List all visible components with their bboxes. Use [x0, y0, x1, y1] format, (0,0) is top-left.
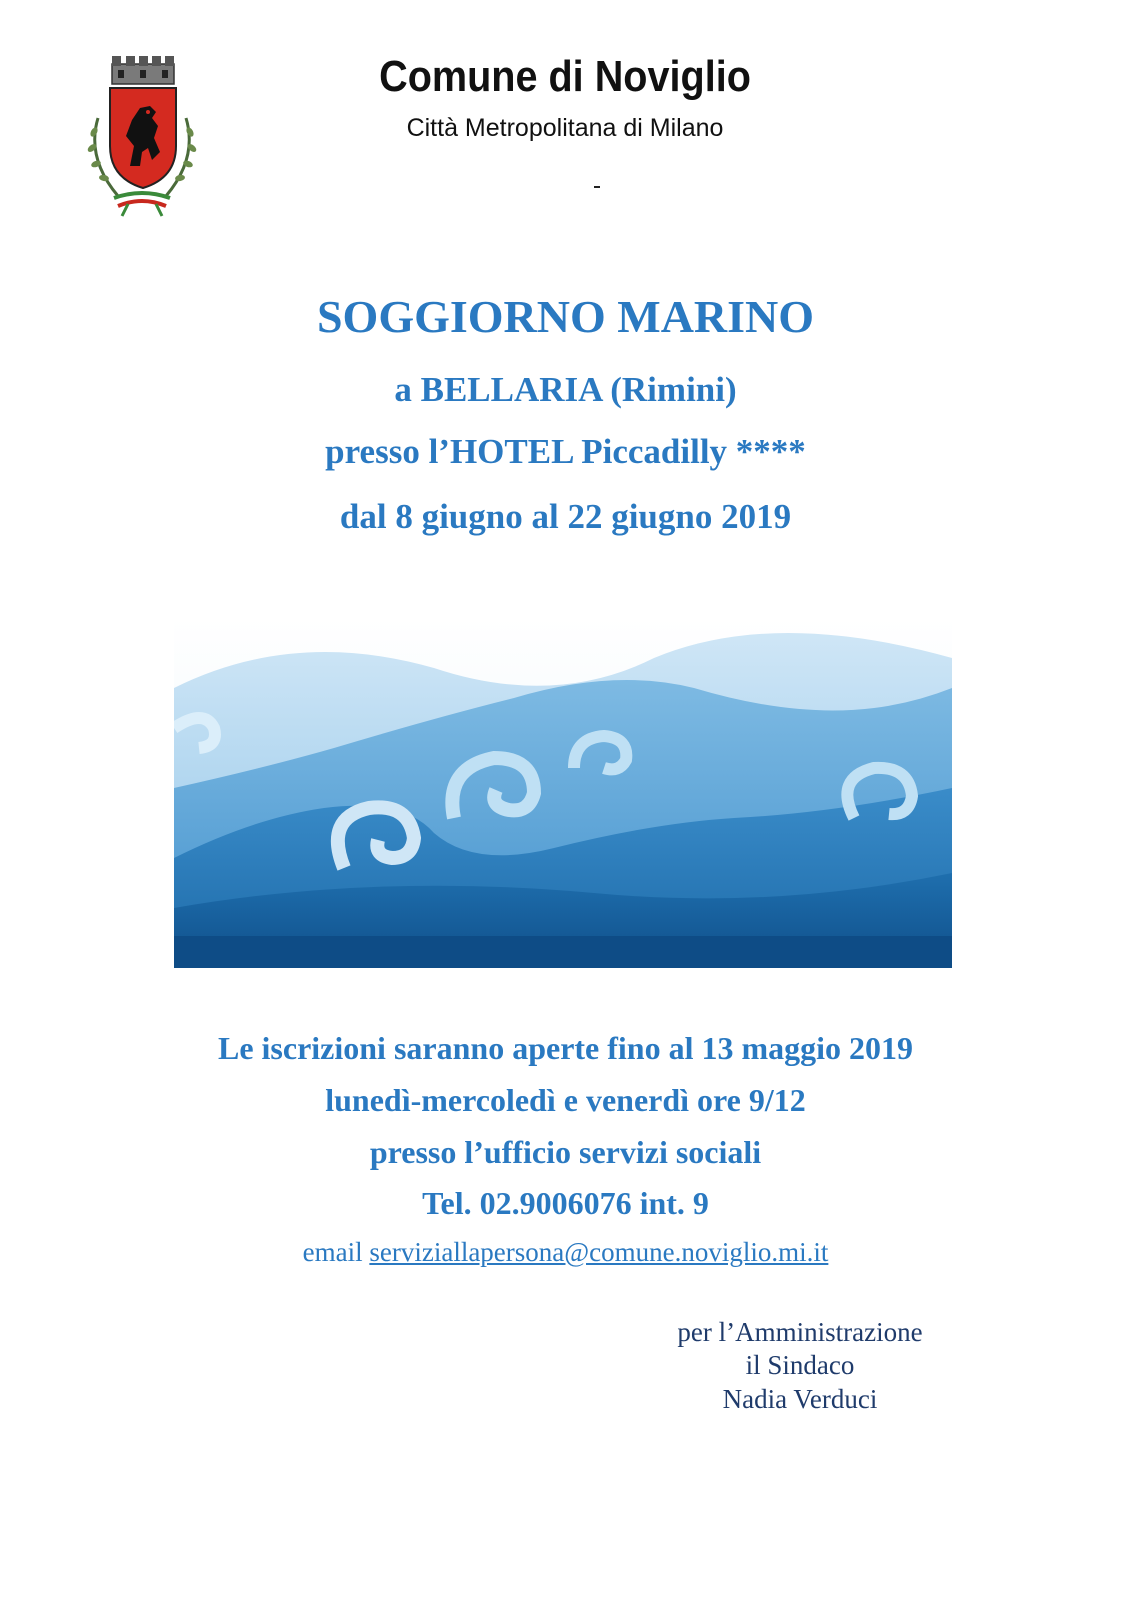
signature-line-1: per l’Amministrazione — [677, 1317, 923, 1347]
organization-name: Comune di Noviglio — [379, 52, 751, 101]
email-line — [0, 1237, 1131, 1268]
signature-name: Nadia Verduci — [722, 1384, 878, 1414]
registration-phone: Tel. 02.9006076 int. 9 — [422, 1185, 709, 1221]
registration-office: presso l’ufficio servizi sociali — [369, 1134, 762, 1170]
municipal-crest-icon — [78, 48, 206, 218]
sea-waves-illustration — [174, 618, 952, 968]
registration-hours: lunedì-mercoledì e venerdì ore 9/12 — [325, 1082, 806, 1118]
event-title: SOGGIORNO MARINO — [316, 291, 815, 342]
registration-deadline: Le iscrizioni saranno aperte fino al 13 maggio 2019 — [217, 1030, 914, 1066]
event-hotel: presso l’HOTEL Piccadilly **** — [325, 432, 806, 471]
signature-line-2: il Sindaco — [745, 1350, 855, 1380]
email-label: email — [302, 1237, 363, 1267]
organization-subtitle: Città Metropolitana di Milano — [406, 114, 724, 142]
event-location: a BELLARIA (Rimini) — [394, 370, 737, 409]
divider-mark — [594, 186, 600, 188]
event-dates: dal 8 giugno al 22 giugno 2019 — [339, 497, 792, 536]
email-link[interactable]: serviziallapersona@comune.noviglio.mi.it — [369, 1237, 829, 1267]
